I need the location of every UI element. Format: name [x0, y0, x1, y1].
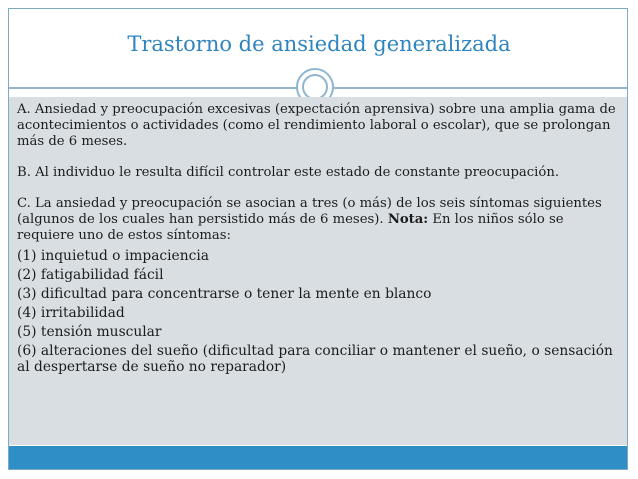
note-text: En los niños sólo se requiere uno de estos síntomas: — [17, 212, 564, 243]
footer-bar — [9, 446, 627, 469]
criterion-c-text: C. La ansiedad y preocupación se asocian a tres (o más) de los seis síntomas siguientes (algunos de los cuales han persistido más de 6 meses). — [17, 196, 602, 227]
criterion-c — [17, 196, 619, 244]
slide-title: Trastorno de ansiedad generalizada — [127, 32, 511, 56]
spacer — [17, 181, 619, 196]
symptom-item: (4) irritabilidad — [17, 305, 125, 321]
criterion-b: B. Al individuo le resulta difícil controlar este estado de constante preocupación. — [17, 165, 560, 180]
symptom-item: (6) alteraciones del sueño (dificultad para conciliar o mantener el sueño, o sensación — [17, 343, 613, 359]
slide-content — [9, 97, 627, 445]
criterion-a: A. Ansiedad y preocupación excesivas (expectación aprensiva) sobre una amplia gama de acontecimientos o actividades (como el rendimiento laboral o escolar), que se prolongan más de 6 meses. — [17, 102, 616, 149]
spacer — [17, 150, 619, 165]
symptom-item: (1) inquietud o impaciencia — [17, 248, 209, 264]
note-label: Nota: — [387, 212, 429, 227]
symptom-item: (3) dificultad para concentrarse o tener la mente en blanco — [17, 286, 432, 302]
symptom-item: (2) fatigabilidad fácil — [17, 267, 164, 283]
symptom-item: (5) tensión muscular — [17, 324, 162, 340]
symptom-item-continued: al despertarse de sueño no reparador) — [17, 359, 287, 375]
